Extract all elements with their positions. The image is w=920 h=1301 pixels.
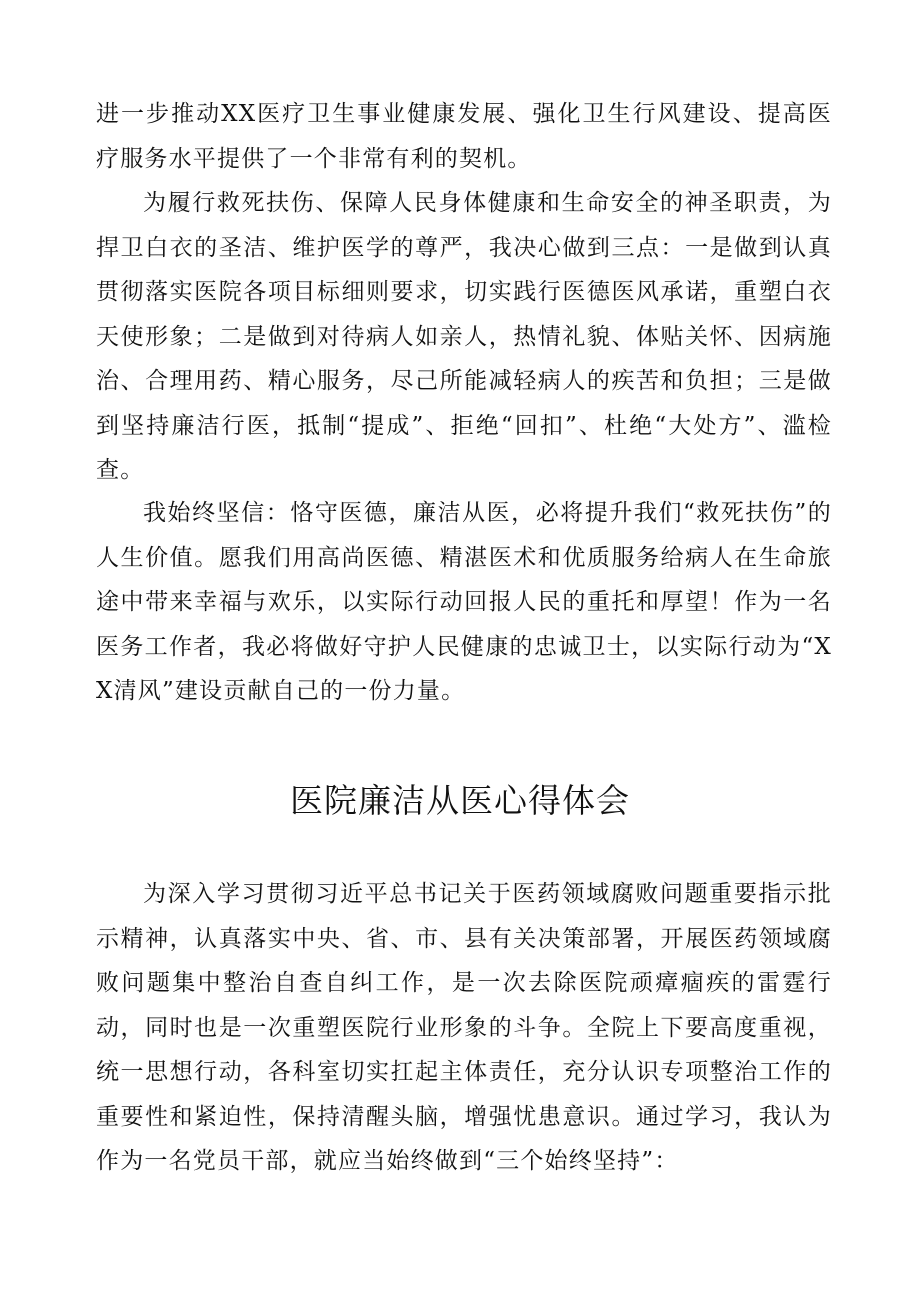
- paragraph-resolution: 为履行救死扶伤、保障人民身体健康和生命安全的神圣职责，为捍卫白衣的圣洁、维护医学的尊严，我决心做到三点：一是做到认真贯彻落实医院各项目标细则要求，切实践行医德医风承诺，重塑白衣天使形象；二是做到对待病人如亲人，热情礼貌、体贴关怀、因病施治、合理用药、精心服务，尽己所能减轻病人的疾苦和负担；三是做到坚持廉洁行医，抵制“提成”、拒绝“回扣”、杜绝“大处方”、滥检查。: [96, 190, 832, 483]
- paragraph-intro: 为深入学习贯彻习近平总书记关于医药领域腐败问题重要指示批示精神，认真落实中央、省、市、县有关决策部署，开展医药领域腐败问题集中整治自查自纠工作，是一次去除医院顽瘴痼疾的雷霆行动，同时也是一次重塑医院行业形象的斗争。全院上下要高度重视，统一思想行动，各科室切实扛起主体责任，充分认识专项整治工作的重要性和紧迫性，保持清醒头脑，增强忧患意识。通过学习，我认为作为一名党员干部，就应当始终做到“三个始终坚持”：: [96, 881, 832, 1174]
- section-title: 医院廉洁从医心得体会: [290, 781, 630, 820]
- paragraph-continuation: 进一步推动XX医疗卫生事业健康发展、强化卫生行风建设、提高医疗服务水平提供了一个非常有利的契机。: [96, 101, 832, 172]
- paragraph-belief: 我始终坚信：恪守医德，廉洁从医，必将提升我们“救死扶伤”的人生价值。愿我们用高尚医德、精湛医术和优质服务给病人在生命旅途中带来幸福与欢乐，以实际行动回报人民的重托和厚望！作为一名医务工作者，我必将做好守护人民健康的忠诚卫士，以实际行动为“XX清风”建设贡献自己的一份力量。: [96, 500, 832, 704]
